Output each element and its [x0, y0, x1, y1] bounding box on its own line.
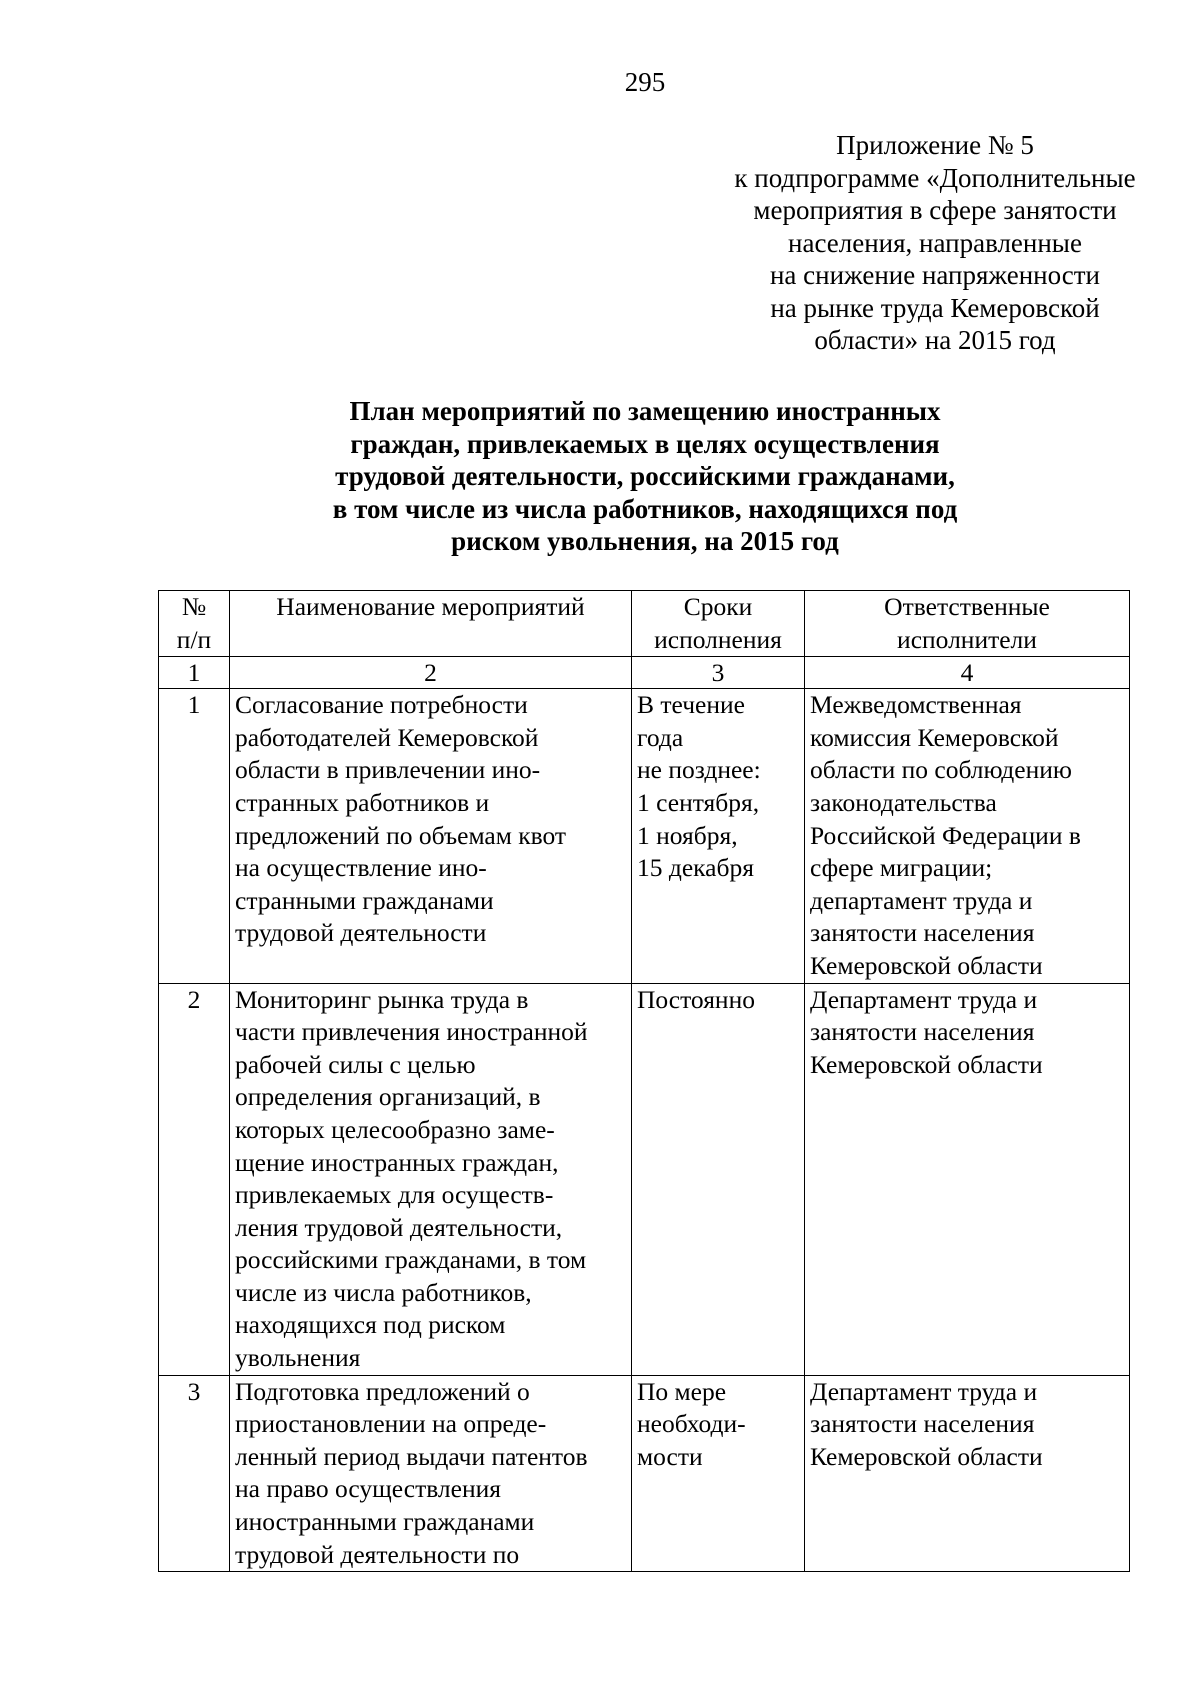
- cell-line: числе из числа работников,: [235, 1277, 532, 1307]
- column-number: 2: [230, 657, 632, 689]
- header-deadline: [632, 591, 805, 657]
- header-line: исполнители: [897, 624, 1037, 654]
- appendix-line: области» на 2015 год: [814, 325, 1056, 355]
- appendix-line: мероприятия в сфере занятости: [753, 195, 1117, 225]
- cell-line: комиссия Кемеровской: [810, 722, 1059, 752]
- header-line: Наименование мероприятий: [276, 592, 585, 621]
- cell-line: области по соблюдению: [810, 755, 1072, 785]
- row-responsible: [805, 1375, 1130, 1572]
- cell-line: трудовой деятельности по: [235, 1539, 520, 1569]
- title-line: риском увольнения, на 2015 год: [451, 526, 839, 556]
- cell-line: привлекаемых для осуществ-: [235, 1180, 554, 1210]
- cell-line: департамент труда и: [810, 885, 1033, 915]
- cell-line: которых целесообразно заме-: [235, 1114, 555, 1144]
- cell-line: Постоянно: [637, 984, 755, 1014]
- column-number-row: [159, 657, 1130, 689]
- header-responsible: [805, 591, 1130, 657]
- cell-line: Кемеровской области: [810, 1441, 1043, 1471]
- cell-line: По мере: [637, 1376, 727, 1406]
- column-number: 4: [805, 657, 1130, 689]
- row-number: 1: [159, 689, 230, 983]
- cell-line: приостановлении на опреде-: [235, 1409, 547, 1439]
- plan-table: [158, 590, 1130, 1572]
- appendix-line: Приложение № 5: [836, 130, 1034, 160]
- cell-line: занятости населения: [810, 918, 1035, 948]
- row-responsible: [805, 983, 1130, 1375]
- cell-line: Российской Федерации в: [810, 820, 1081, 850]
- cell-line: Департамент труда и: [810, 984, 1038, 1014]
- header-line: Сроки: [683, 592, 753, 621]
- table-row: [159, 689, 1130, 983]
- cell-line: щение иностранных граждан,: [235, 1147, 559, 1177]
- row-responsible: [805, 689, 1130, 983]
- title-line: граждан, привлекаемых в целях осуществления: [350, 428, 940, 459]
- cell-line: 15 декабря: [637, 853, 754, 883]
- cell-line: российскими гражданами, в том: [235, 1245, 587, 1275]
- cell-line: области в привлечении ино-: [235, 755, 541, 785]
- cell-line: года: [637, 722, 684, 752]
- header-line: п/п: [176, 624, 212, 654]
- header-line: исполнения: [654, 624, 782, 654]
- cell-line: занятости населения: [810, 1017, 1035, 1047]
- header-name: [230, 591, 632, 657]
- page-number: 295: [624, 67, 666, 97]
- cell-line: В течение: [637, 690, 745, 720]
- cell-line: странными гражданами: [235, 885, 494, 915]
- cell-line: определения организаций, в: [235, 1082, 541, 1112]
- cell-line: предложений по объемам квот: [235, 820, 567, 850]
- appendix-line: на снижение напряженности: [769, 260, 1100, 290]
- cell-line: трудовой деятельности: [235, 918, 487, 948]
- cell-line: странных работников и: [235, 787, 490, 817]
- cell-line: мости: [637, 1441, 703, 1471]
- cell-line: Кемеровской области: [810, 950, 1043, 980]
- row-name: [230, 1375, 632, 1572]
- cell-line: необходи-: [637, 1409, 746, 1439]
- document-title: [260, 395, 1030, 558]
- cell-line: законодательства: [810, 787, 997, 817]
- row-deadline: [632, 689, 805, 983]
- title-line: в том числе из числа работников, находящихся под: [332, 493, 958, 524]
- header-number: [159, 591, 230, 657]
- title-line: трудовой деятельности, российскими гражданами,: [335, 461, 955, 491]
- cell-line: Кемеровской области: [810, 1049, 1043, 1079]
- header-line: Ответственные: [884, 592, 1050, 621]
- cell-line: Департамент труда и: [810, 1376, 1038, 1406]
- cell-line: занятости населения: [810, 1409, 1035, 1439]
- cell-line: сфере миграции;: [810, 853, 993, 883]
- appendix-heading: [655, 129, 1200, 357]
- cell-line: на право осуществления: [235, 1474, 501, 1504]
- row-deadline: [632, 983, 805, 1375]
- row-name: [230, 983, 632, 1375]
- table-row: [159, 1375, 1130, 1572]
- table-row: [159, 983, 1130, 1375]
- cell-line: на осуществление ино-: [235, 853, 487, 883]
- cell-line: рабочей силы с целью: [235, 1049, 476, 1079]
- cell-line: части привлечения иностранной: [235, 1017, 588, 1047]
- title-line: План мероприятий по замещению иностранных: [349, 396, 941, 426]
- cell-line: 1 сентября,: [637, 787, 760, 817]
- column-number: 1: [159, 657, 230, 689]
- row-deadline: [632, 1375, 805, 1572]
- cell-line: не позднее:: [637, 755, 761, 785]
- cell-line: Мониторинг рынка труда в: [235, 984, 529, 1014]
- appendix-line: на рынке труда Кемеровской: [770, 292, 1100, 323]
- cell-line: работодателей Кемеровской: [235, 722, 539, 752]
- row-number: 3: [159, 1375, 230, 1572]
- cell-line: Подготовка предложений о: [235, 1376, 530, 1406]
- appendix-line: к подпрограмме «Дополнительные: [734, 162, 1136, 193]
- header-line: №: [181, 592, 207, 621]
- appendix-line: населения, направленные: [788, 227, 1082, 258]
- row-name: [230, 689, 632, 983]
- cell-line: Межведомственная: [810, 690, 1022, 720]
- cell-line: ленный период выдачи патентов: [235, 1441, 588, 1471]
- cell-line: Согласование потребности: [235, 690, 528, 720]
- table-header-row: [159, 591, 1130, 657]
- row-number: 2: [159, 983, 230, 1375]
- cell-line: увольнения: [235, 1343, 361, 1373]
- cell-line: ления трудовой деятельности,: [235, 1212, 563, 1242]
- column-number: 3: [632, 657, 805, 689]
- cell-line: находящихся под риском: [235, 1310, 506, 1340]
- cell-line: иностранными гражданами: [235, 1507, 535, 1537]
- cell-line: 1 ноября,: [637, 820, 738, 850]
